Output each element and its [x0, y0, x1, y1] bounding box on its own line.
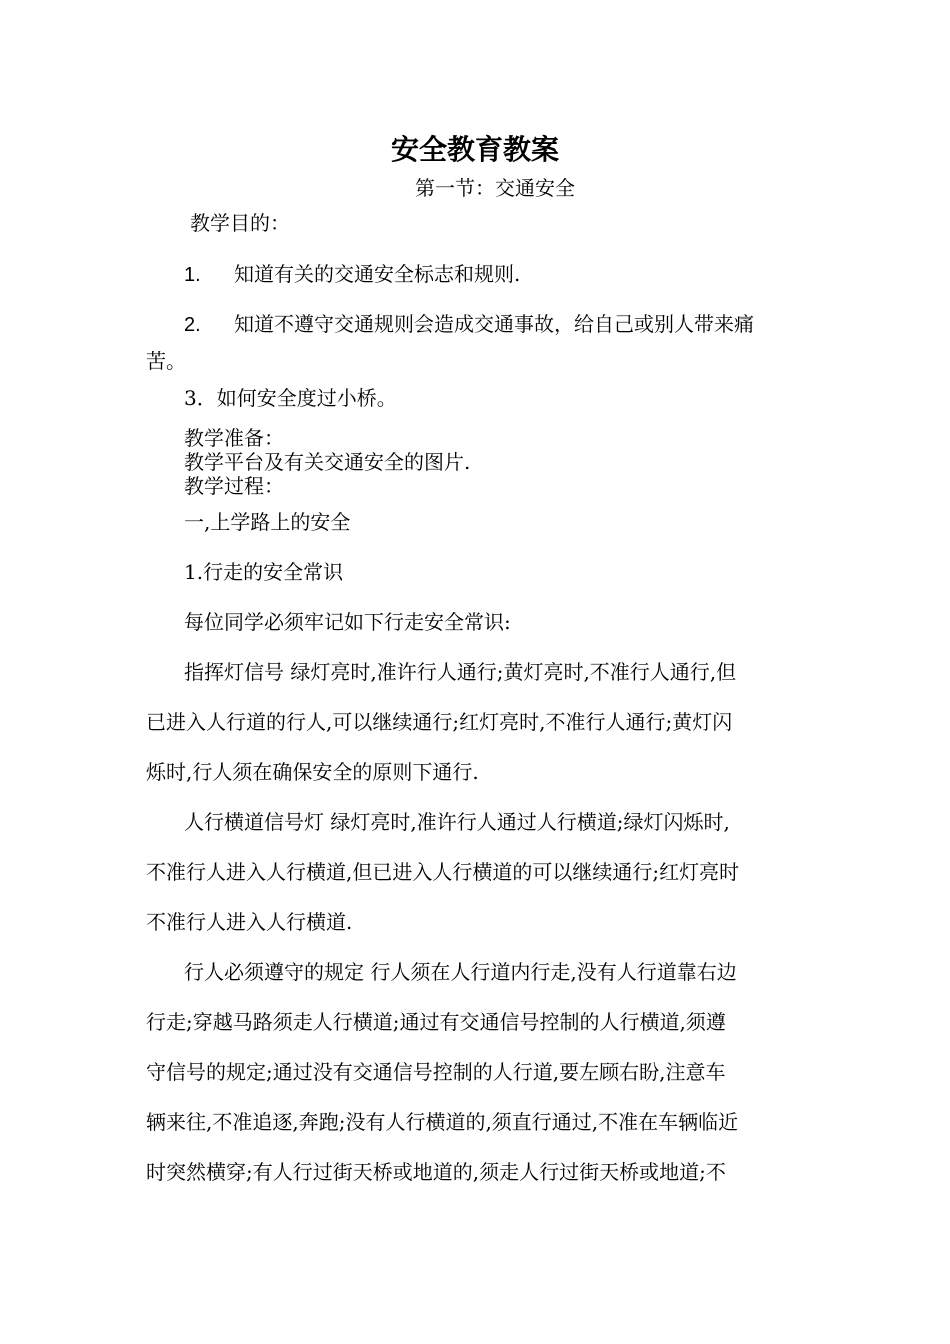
intro-text: 每位同学必须牢记如下行走安全常识: [184, 610, 511, 634]
paragraph-line: 守信号的规定;通过没有交通信号控制的人行道,要左顾右盼,注意车 [146, 1060, 726, 1084]
paragraph-line: 行人必须遵守的规定 行人须在人行道内行走,没有人行道靠右边 [184, 960, 737, 984]
paragraph-pedestrian-rules [146, 947, 810, 1197]
paragraph-line: 不准行人进入人行横道,但已进入人行横道的可以继续通行;红灯亮时 [146, 860, 740, 884]
paragraph-line: 辆来往,不准追逐,奔跑;没有人行横道的,须直行通过,不准在车辆临近 [146, 1110, 739, 1134]
prep-heading: 教学准备： [184, 426, 284, 450]
paragraph-line: 时突然横穿;有人行过街天桥或地道的,须走人行过街天桥或地道;不 [146, 1160, 726, 1184]
paragraph-traffic-light [146, 647, 810, 797]
prep-text: 教学平台及有关交通安全的图片. [184, 450, 471, 474]
paragraph-crosswalk-light [146, 797, 810, 947]
objective-heading: 教学目的： [190, 211, 290, 235]
section-heading: 一,上学路上的安全 [184, 510, 351, 534]
subsection-heading: 1.行走的安全常识 [184, 560, 344, 584]
paragraph-line: 行走;穿越马路须走人行横道;通过有交通信号控制的人行横道,须遵 [146, 1010, 726, 1034]
objective-number: 2. [184, 314, 201, 336]
objective-item-2 [184, 312, 754, 337]
objective-number: 1. [184, 264, 201, 286]
objective-text: 知道不遵守交通规则会造成交通事故，给自己或别人带来痛 [234, 312, 754, 336]
objective-item-3: 3．如何安全度过小桥。 [184, 386, 397, 410]
paragraph-line: 指挥灯信号 绿灯亮时,准许行人通行;黄灯亮时,不准行人通行,但 [184, 660, 737, 684]
paragraph-line: 烁时,行人须在确保安全的原则下通行. [146, 760, 479, 784]
objective-item-1 [184, 262, 520, 287]
paragraph-line: 不准行人进入人行横道. [146, 910, 353, 934]
objective-text: 知道有关的交通安全标志和规则. [234, 262, 521, 286]
paragraph-line: 已进入人行道的行人,可以继续通行;红灯亮时,不准行人通行;黄灯闪 [146, 710, 733, 734]
process-heading: 教学过程： [184, 474, 284, 498]
paragraph-line: 人行横道信号灯 绿灯亮时,准许行人通过人行横道;绿灯闪烁时, [184, 810, 730, 834]
objective-item-2-continued: 苦。 [146, 349, 186, 373]
document-title: 安全教育教案 [390, 133, 559, 166]
document-subtitle: 第一节：交通安全 [415, 176, 575, 200]
